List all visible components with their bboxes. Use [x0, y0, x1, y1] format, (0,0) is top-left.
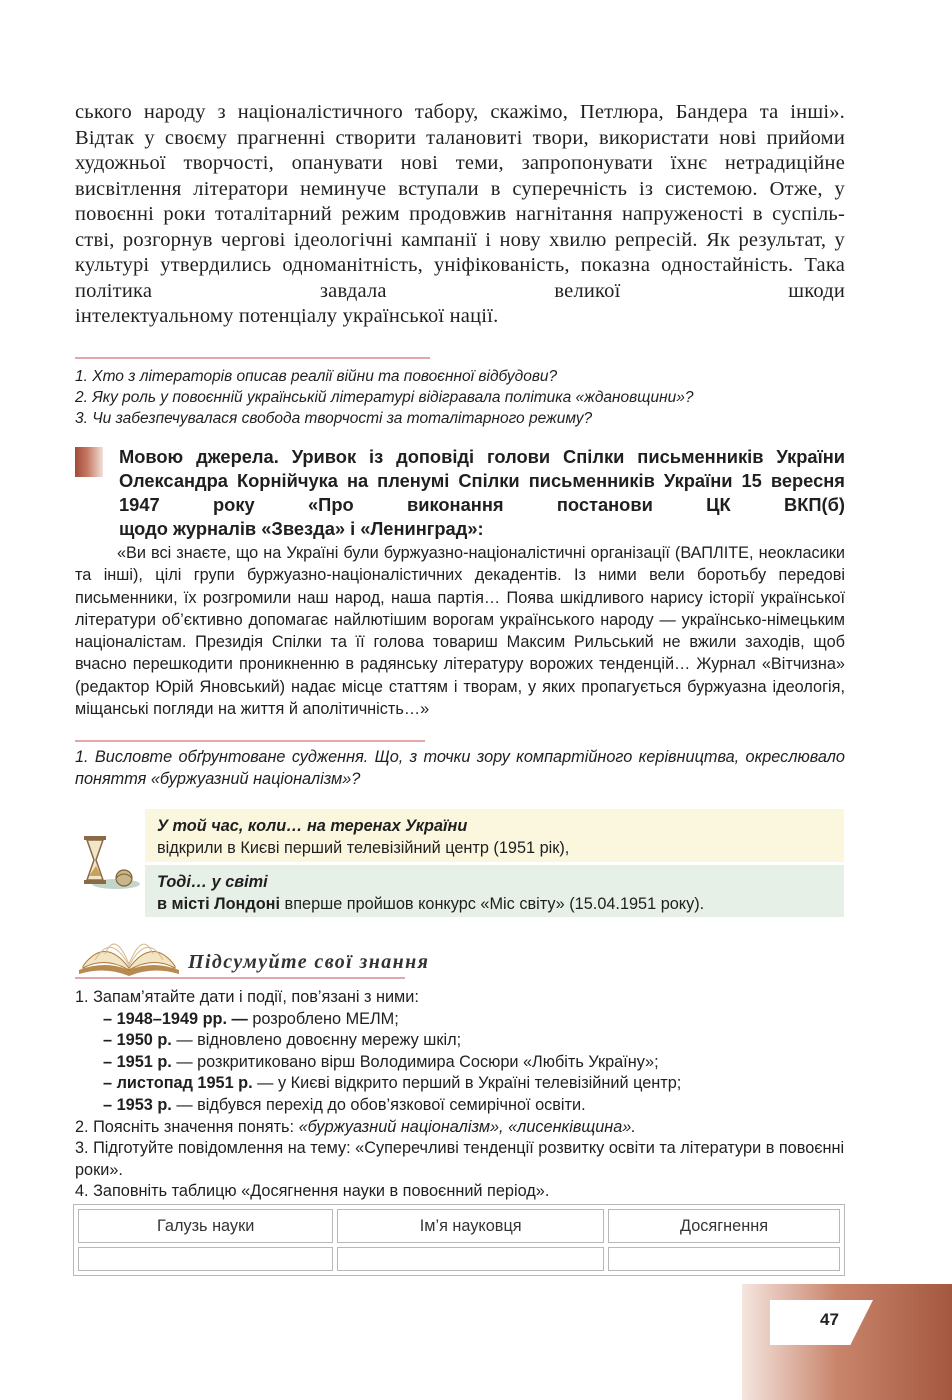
- table-header-row: [78, 1209, 840, 1243]
- fact-world-heading: Тоді… у світі: [157, 873, 268, 891]
- table-cell[interactable]: [337, 1247, 604, 1271]
- source-title: [119, 445, 845, 541]
- table-header-cell: Досягнення: [608, 1209, 840, 1243]
- hourglass-icon: [72, 832, 142, 892]
- question: 2. Яку роль у повоєнній українській літературі відігравала політика «ждановщини»?: [75, 389, 694, 406]
- summary-terms: «буржуазний націоналізм», «лисенківщина».: [298, 1117, 636, 1136]
- fact-world-place: в місті Лондоні: [157, 895, 281, 913]
- source-marker-icon: [75, 447, 103, 477]
- table-cell[interactable]: [78, 1247, 333, 1271]
- text-line: вступали в суперечність із системою. Отже, у повоєнні роки: [75, 177, 845, 225]
- text-line: використати нові прийоми художньої творчості, опанувати нові теми,: [75, 126, 846, 174]
- text-line: інтелектуальному потенціалу української нації.: [75, 305, 499, 327]
- date-item: [75, 1009, 847, 1031]
- date: – листопад 1951 р.: [103, 1074, 253, 1093]
- table-header-cell: Ім’я науковця: [337, 1209, 604, 1243]
- table-cell[interactable]: [608, 1247, 840, 1271]
- date: – 1953 р.: [103, 1095, 172, 1114]
- date: – 1948–1949 рр. —: [103, 1009, 248, 1028]
- source-quote: «Ви всі знаєте, що на Україні були буржуазно-націоналістичні організації (ВАПЛІТЕ, неокласики та інші), цілі групи буржуазно-націоналістичних декадентів. Із ними вели боротьбу передові письменники, їх розгромили наш народ, наша партія… Поява шкідливого нарису історії української літератури об’єктивно допомагає найлютішим ворогам українського народу — українсько-німецьким націоналістам. Президія Спілки та її голова товариш Максим Рильський не вжили заходів, щоб вчасно перешкодити проникненню в радянську літературу ворожих тенденцій… Журнал «Вітчизна» (редактор Юрій Яновський) надає місце статтям і творам, у яких пропагується буржуазна ідеологія, міщанські погляди на життя й аполітичність…»: [75, 544, 845, 719]
- open-book-icon: [75, 926, 183, 978]
- table-row: [78, 1247, 840, 1271]
- fact-world-text: [157, 893, 832, 915]
- event: розроблено МЕЛМ;: [247, 1009, 399, 1028]
- summary-list: [75, 987, 847, 1203]
- section-divider: [75, 977, 405, 979]
- event: — у Києві відкрито перший в Україні телевізійний центр;: [252, 1074, 682, 1093]
- summary-item: 3. Підготуйте повідомлення на тему: «Суперечливі тенденції розвитку освіти та літератури в повоєнні роки».: [75, 1139, 845, 1179]
- source-title-line: Мовою джерела. Уривок із доповіді голови Спілки письменників: [119, 446, 764, 467]
- text-line: стві, розгорнув чергові ідеологічні кампанії і нову хвилю репресій. Як: [75, 228, 731, 251]
- text-line: результат, у культурі утвердились одноманітність, уніфікованість,: [75, 228, 845, 276]
- event: — відновлено довоєнну мережу шкіл;: [171, 1031, 462, 1050]
- question: 1. Хто з літераторів описав реалії війни та повоєнної відбудови?: [75, 368, 558, 385]
- summary-item: 4. Заповніть таблицю «Досягнення науки в повоєнний період».: [75, 1182, 550, 1201]
- text-line: показна одностайність. Така політика завдала великої шкоди: [75, 254, 845, 302]
- text-line: та інші». Відтак у своєму прагненні створити талановиті твори,: [75, 101, 845, 149]
- event: — відбувся перехід до обов’язкової семирічної освіти.: [171, 1095, 586, 1114]
- source-task: 1. Висловте обґрунтоване судження. Що, з точки зору компартійного керівництва, окреслювало поняття «буржуазний націоналізм»?: [75, 748, 845, 788]
- date-item: [75, 1095, 847, 1117]
- section-divider: [75, 740, 425, 742]
- text-line: тоталітарний режим продовжив нагнітання напруженості в суспіль-: [215, 203, 846, 225]
- fact-ukraine: [145, 809, 844, 862]
- summary-item: [75, 1117, 847, 1139]
- source-title-line: щодо журналів «Звезда» і «Ленинград»:: [119, 518, 484, 539]
- main-paragraph: [75, 100, 845, 330]
- summary-title: Підсумуйте свої знання: [188, 951, 430, 973]
- text-line: ського народу з націоналістичного табору, скажімо, Петлюра, Бандера: [75, 101, 748, 123]
- date: – 1950 р.: [103, 1031, 172, 1050]
- event: — розкритиковано вірш Володимира Сосюри «Любіть Україну»;: [171, 1052, 659, 1071]
- source-title-line: України 15 вересня 1947 року «Про виконання постанови ЦК ВКП(б): [119, 470, 845, 515]
- section-divider: [75, 357, 430, 359]
- fact-ukraine-heading: У той час, коли… на теренах України: [157, 817, 468, 835]
- summary-item: 1. Запам’ятайте дати і події, пов’язані з ними:: [75, 988, 419, 1006]
- date-item: [75, 1073, 847, 1095]
- date-item: [75, 1052, 847, 1074]
- text-line: запропонувати їхнє нетрадиційне висвітлення літератори неминуче: [75, 152, 845, 200]
- summary-item-prefix: 2. Поясніть значення понять:: [75, 1117, 299, 1136]
- fact-world: [145, 865, 844, 917]
- science-table: [74, 1205, 844, 1275]
- page-number: 47: [820, 1310, 839, 1329]
- fact-world-event: вперше пройшов конкурс «Міс світу» (15.04.1951 року).: [280, 895, 705, 913]
- review-questions: [75, 366, 845, 429]
- source-title-line: України Олександра Корнійчука на пленумі Спілки письменників: [119, 446, 845, 491]
- question: 3. Чи забезпечувалася свобода творчості за тоталітарного режиму?: [75, 410, 593, 427]
- fact-ukraine-text: відкрили в Києві перший телевізійний центр (1951 рік),: [157, 839, 570, 857]
- date: – 1951 р.: [103, 1052, 172, 1071]
- table-header-cell: Галузь науки: [78, 1209, 333, 1243]
- date-item: [75, 1030, 847, 1052]
